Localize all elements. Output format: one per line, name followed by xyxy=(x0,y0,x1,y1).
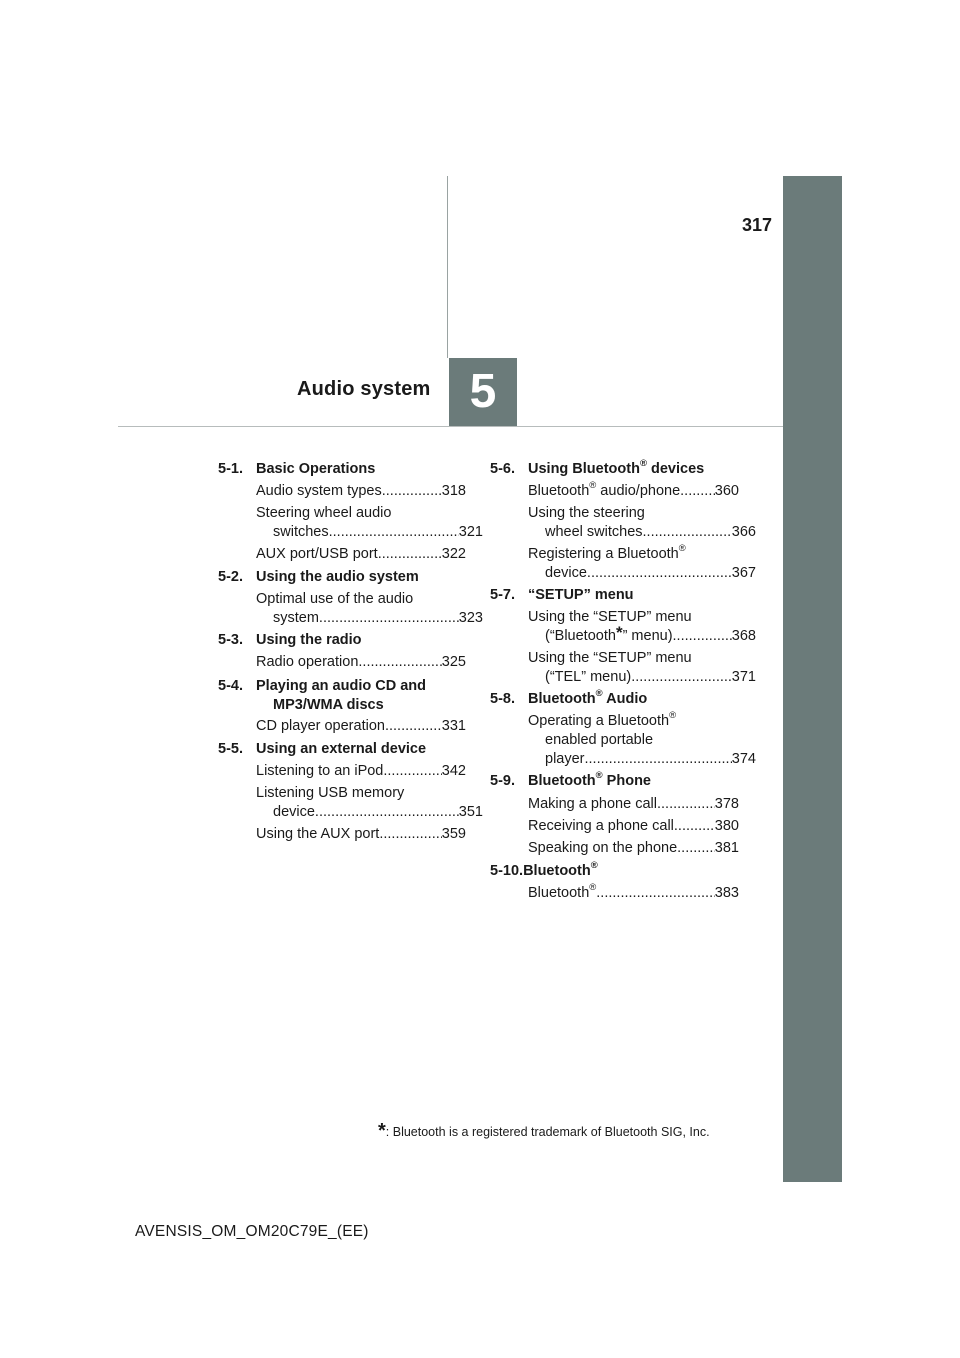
vertical-divider xyxy=(447,176,448,358)
page-number: 317 xyxy=(741,215,772,235)
toc-entry[interactable]: Using the AUX port ..... 359 xyxy=(256,825,466,844)
chapter-side-tab xyxy=(783,176,842,1182)
toc-entry[interactable]: Registering a Bluetooth® device ..... 367 xyxy=(528,545,739,583)
toc-entry[interactable]: Bluetooth® audio/phone ..... 360 xyxy=(528,482,739,501)
toc-entry[interactable]: Using the steering wheel switches ..... 366 xyxy=(528,504,739,542)
toc-entry[interactable]: Audio system types ..... 318 xyxy=(256,482,466,501)
toc-entry[interactable]: Speaking on the phone ..... 381 xyxy=(528,839,739,858)
chapter-number-badge: 5 xyxy=(449,358,517,426)
header-rule xyxy=(118,426,783,427)
toc-entry[interactable]: Optimal use of the audio system ..... 323 xyxy=(256,590,466,628)
footnote-text: : Bluetooth is a registered trademark of Bluetooth SIG, Inc. xyxy=(385,1125,710,1139)
toc-entry[interactable]: Listening to an iPod ..... 342 xyxy=(256,762,466,781)
toc-entry[interactable]: Steering wheel audio switches ..... 321 xyxy=(256,504,466,542)
footnote-asterisk: * xyxy=(378,1120,386,1142)
toc-entry[interactable]: AUX port/USB port ..... 322 xyxy=(256,545,466,564)
toc-entry[interactable]: Bluetooth® ..... 383 xyxy=(528,884,739,903)
toc-entry[interactable]: Listening USB memory device ..... 351 xyxy=(256,784,466,822)
toc-entry[interactable]: Radio operation ..... 325 xyxy=(256,653,466,672)
toc-entry[interactable]: Receiving a phone call ..... 380 xyxy=(528,817,739,836)
toc-entry[interactable]: Operating a Bluetooth® enabled portable player ..... 374 xyxy=(528,712,739,769)
toc-entry[interactable]: Making a phone call ..... 378 xyxy=(528,795,739,814)
footnote xyxy=(378,1120,710,1142)
document-code: AVENSIS_OM_OM20C79E_(EE) xyxy=(135,1223,369,1240)
toc-entry[interactable]: Using the “SETUP” menu (“Bluetooth*” menu) ..... 368 xyxy=(528,608,739,646)
toc-entry[interactable]: CD player operation ..... 331 xyxy=(256,717,466,736)
toc-entry[interactable]: Using the “SETUP” menu (“TEL” menu) ..... 371 xyxy=(528,649,739,687)
chapter-title: Audio system xyxy=(297,378,431,400)
